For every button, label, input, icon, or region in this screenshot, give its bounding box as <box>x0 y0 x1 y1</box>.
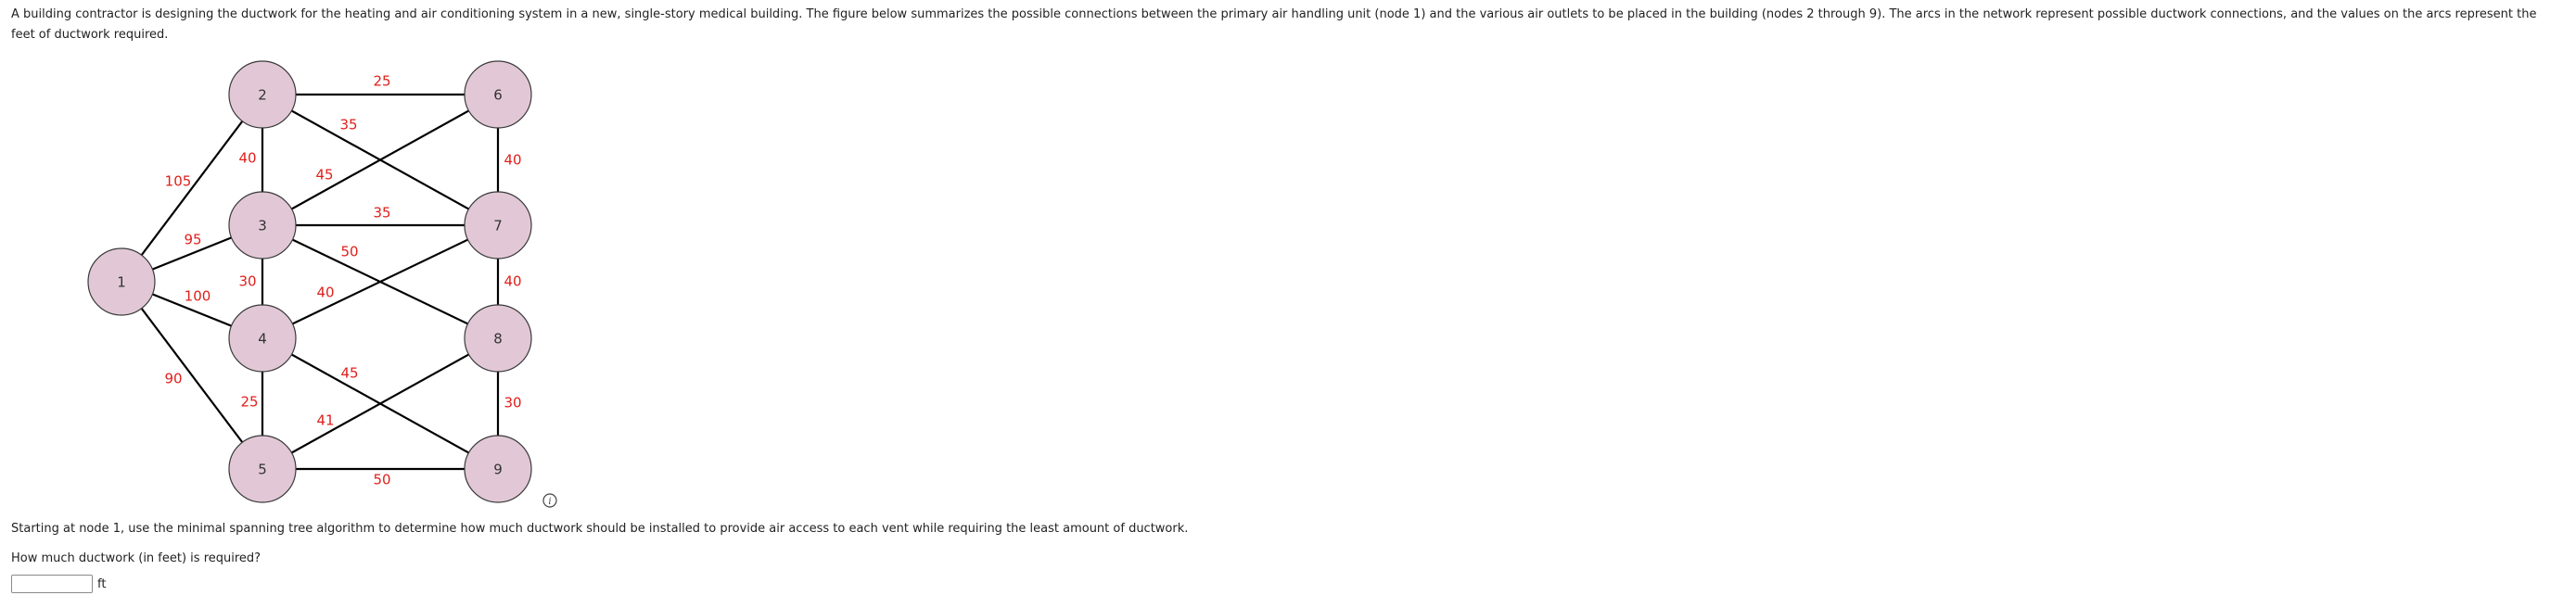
node-label: 4 <box>258 330 267 348</box>
node-1 <box>88 248 155 315</box>
edges-layer <box>121 95 498 469</box>
edge-weight-1-3: 95 <box>184 231 202 248</box>
edge-weight-3-7: 35 <box>373 204 391 222</box>
edge-weight-5-8: 41 <box>316 412 335 429</box>
edge-weight-4-5: 25 <box>240 393 259 411</box>
edge-weight-5-9: 50 <box>373 471 391 488</box>
answer-prompt: How much ductwork (in feet) is required? <box>11 551 261 565</box>
answer-unit: ft <box>97 576 107 591</box>
edge-weight-3-8: 50 <box>340 243 359 260</box>
node-label: 5 <box>258 461 267 478</box>
node-5 <box>229 436 296 502</box>
node-label: 7 <box>493 217 503 234</box>
edge-weight-4-9: 45 <box>340 364 359 382</box>
node-2 <box>229 61 296 128</box>
edge-weight-3-6: 45 <box>315 166 334 184</box>
node-3 <box>229 192 296 259</box>
edge-weight-2-3: 40 <box>238 149 257 167</box>
question-text: Starting at node 1, use the minimal spanning tree algorithm to determine how much ductwork should be installed to provide air access to each vent while requiring the least amount of ductwork. <box>11 522 1189 536</box>
edge-weight-2-7: 35 <box>339 116 358 133</box>
svg-text:i: i <box>548 497 552 507</box>
answer-row <box>11 575 106 593</box>
node-6 <box>465 61 531 128</box>
edge-weight-7-8: 40 <box>504 272 522 290</box>
node-8 <box>465 305 531 372</box>
edge-weight-3-4: 30 <box>238 272 257 290</box>
nodes-layer <box>88 61 531 502</box>
answer-input[interactable] <box>11 575 93 593</box>
edge-weight-2-6: 25 <box>373 72 391 90</box>
node-label: 6 <box>493 86 503 104</box>
node-7 <box>465 192 531 259</box>
edge-weight-8-9: 30 <box>504 394 522 412</box>
node-label: 8 <box>493 330 503 348</box>
edge-weight-1-5: 90 <box>164 370 183 387</box>
weights-layer <box>164 73 521 488</box>
node-9 <box>465 436 531 502</box>
edge-weight-4-7: 40 <box>316 284 335 301</box>
edge-weight-1-2: 105 <box>164 172 192 190</box>
node-4 <box>229 305 296 372</box>
node-label: 9 <box>493 461 503 478</box>
problem-description: A building contractor is designing the ductwork for the heating and air conditioning system in a new, single-story medical building. The figure below summarizes the possible connections between the primary air handling unit (node 1) and the various air outlets to be placed in the building (nodes 2 through 9). The arcs in the network represent possible ductwork connections, and the values on the arcs represent the feet of ductwork required. <box>11 7 2537 42</box>
info-icon[interactable] <box>542 493 557 508</box>
node-label: 3 <box>258 217 267 234</box>
edge-weight-6-7: 40 <box>504 151 522 169</box>
edge-weight-1-4: 100 <box>184 287 211 305</box>
node-label: 2 <box>258 86 267 104</box>
node-label: 1 <box>117 273 126 291</box>
